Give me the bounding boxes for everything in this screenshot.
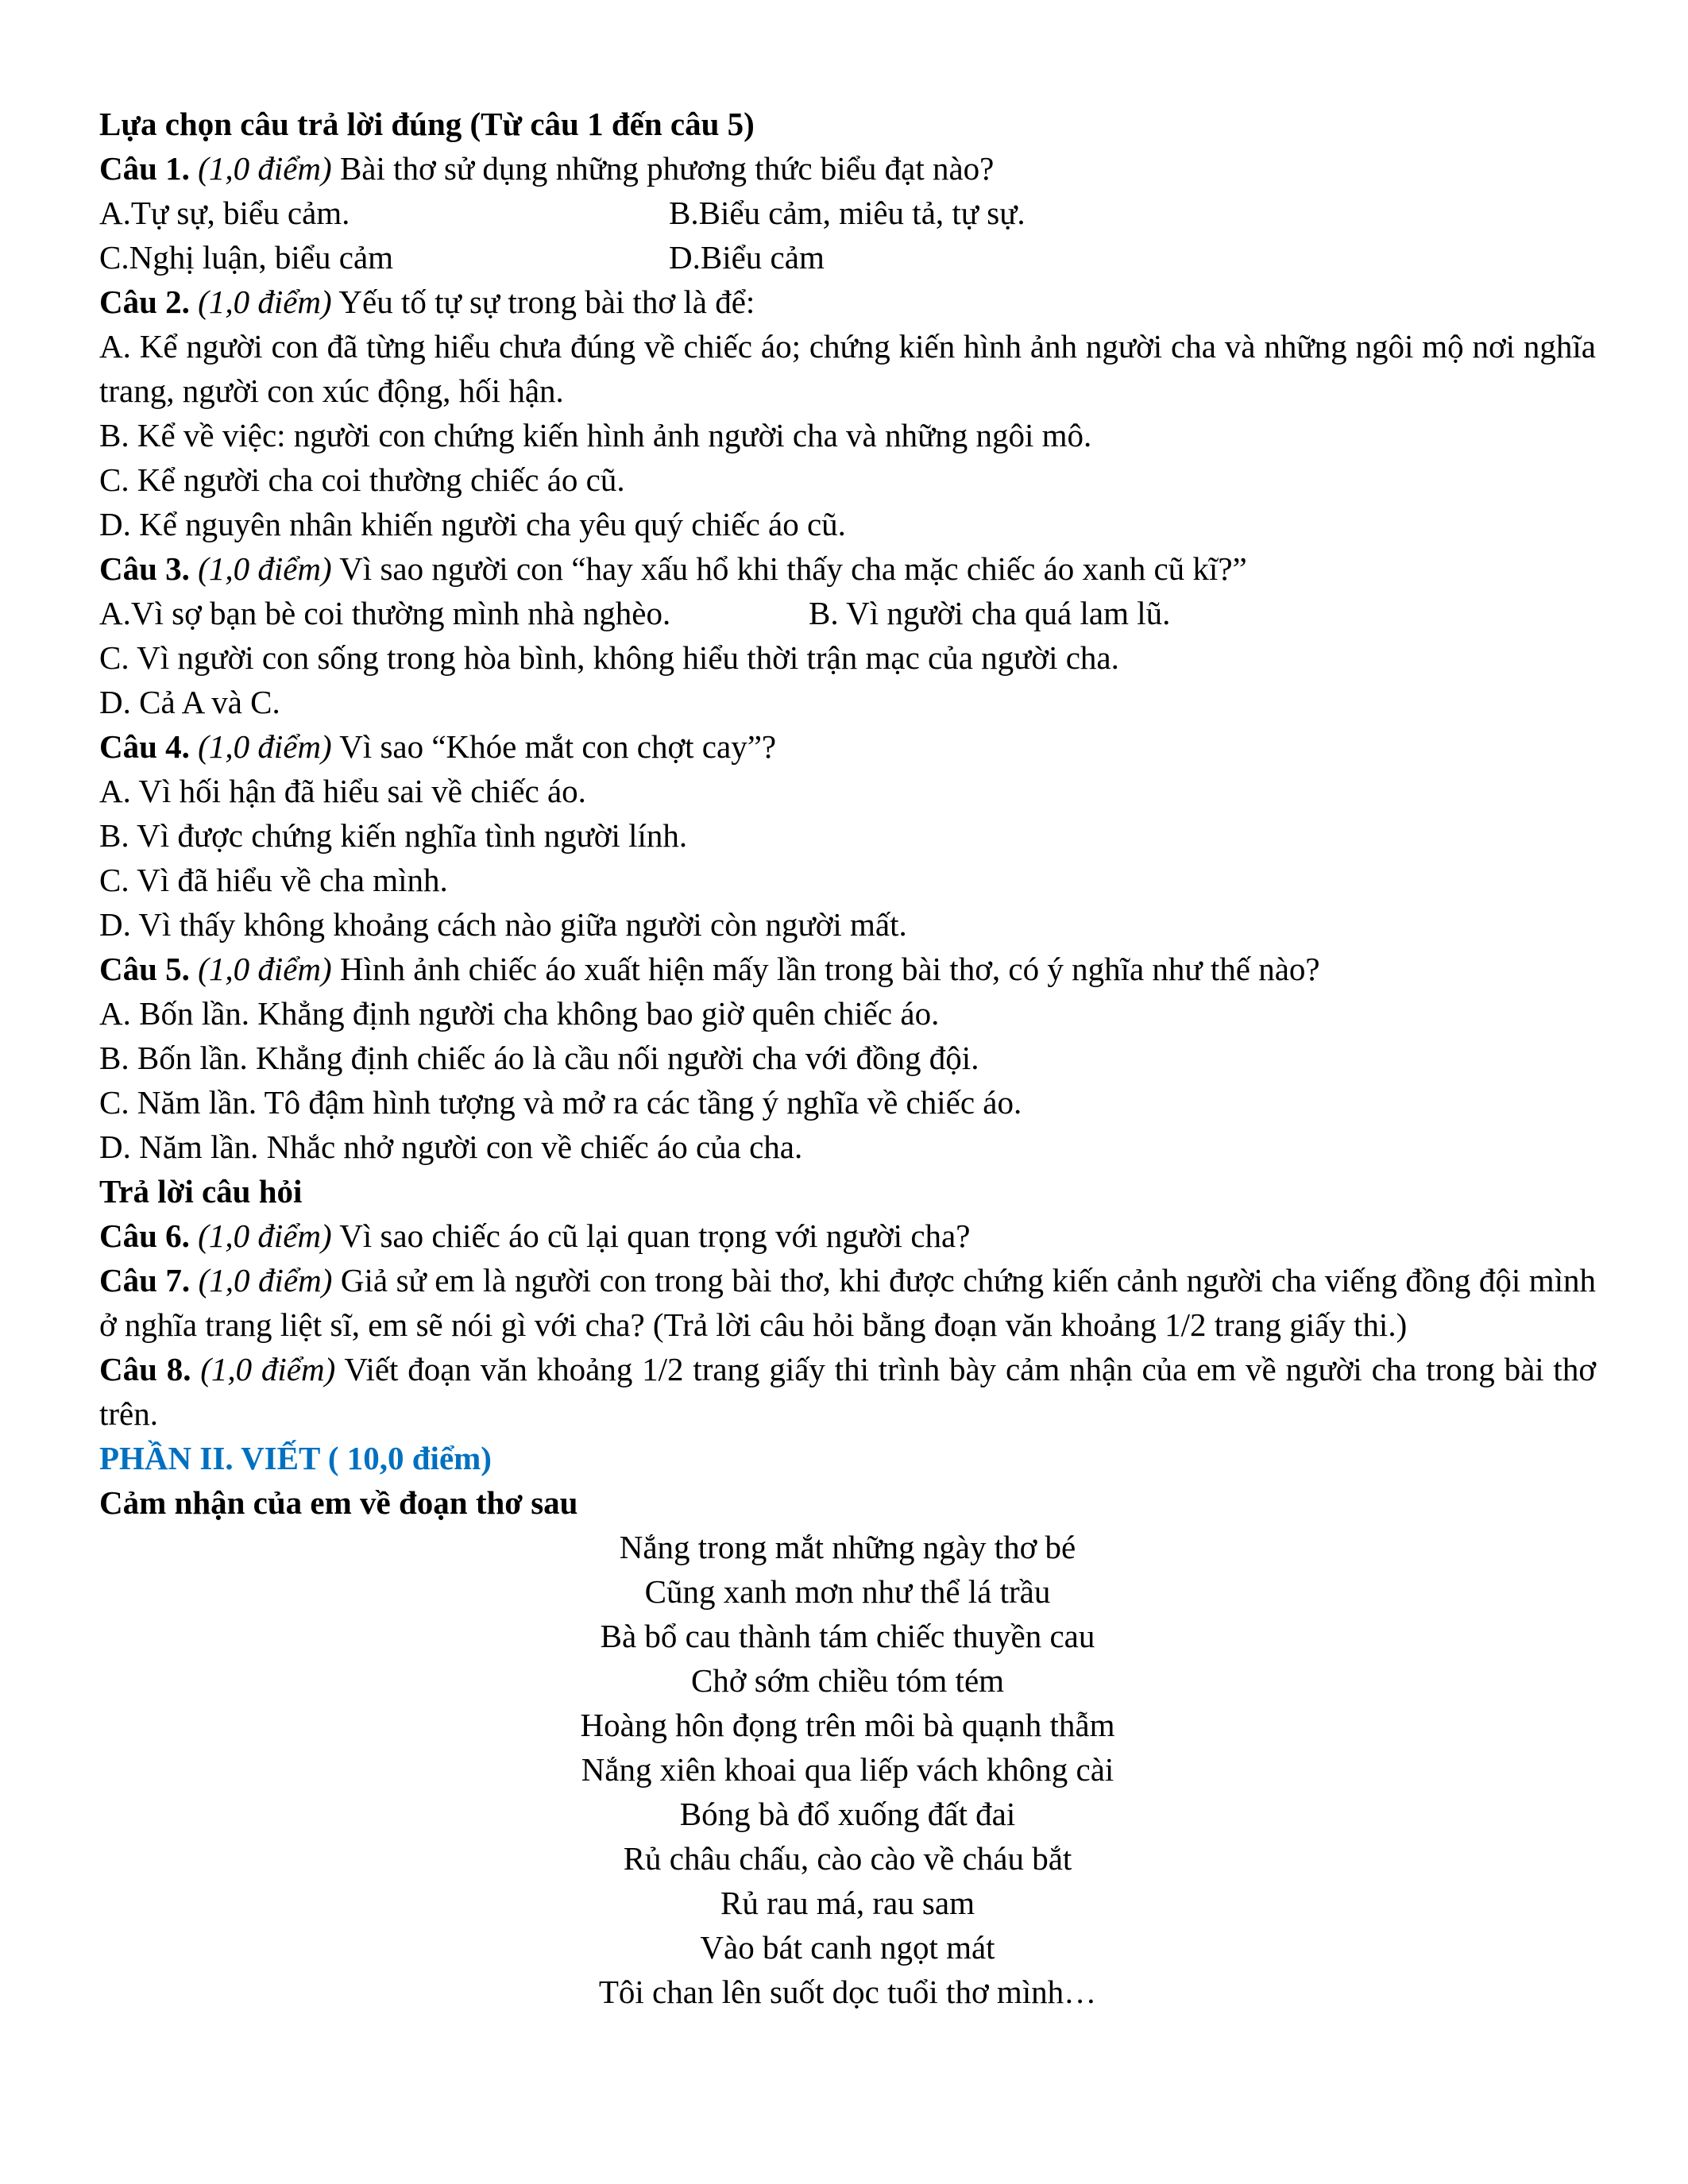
question-2-option-a: A. Kể người con đã từng hiểu chưa đúng về chiếc áo; chứng kiến hình ảnh người cha và những ngôi mộ nơi nghĩa trang, người con xúc động, hối hận. bbox=[99, 328, 1596, 409]
question-2-option-d: D. Kể nguyên nhân khiến người cha yêu quý chiếc áo cũ. bbox=[99, 506, 846, 542]
question-3-points: (1,0 điểm) bbox=[198, 550, 332, 587]
poem-line: Hoàng hôn đọng trên môi bà quạnh thẫm bbox=[580, 1707, 1115, 1743]
poem-line: Rủ rau má, rau sam bbox=[720, 1885, 975, 1921]
poem-line: Rủ châu chấu, cào cào về cháu bắt bbox=[623, 1840, 1072, 1877]
question-4-points: (1,0 điểm) bbox=[198, 728, 332, 765]
question-3-options-row-1 bbox=[99, 591, 1596, 635]
question-3 bbox=[99, 546, 1596, 591]
question-1-option-d: D.Biểu cảm bbox=[669, 239, 825, 276]
question-3-option-c: C. Vì người con sống trong hòa bình, không hiểu thời trận mạc của người cha. bbox=[99, 639, 1119, 676]
question-1-option-a: A.Tự sự, biểu cảm. bbox=[99, 195, 350, 231]
question-8-text: Viết đoạn văn khoảng 1/2 trang giấy thi trình bày cảm nhận của em về người cha trong bài thơ trên. bbox=[99, 1351, 1597, 1432]
question-2 bbox=[99, 280, 1596, 324]
question-7 bbox=[99, 1258, 1596, 1347]
part-2-heading: PHẦN II. VIẾT ( 10,0 điểm) bbox=[99, 1440, 492, 1476]
question-6-label: Câu 6. bbox=[99, 1217, 190, 1254]
poem-line: Bà bổ cau thành tám chiếc thuyền cau bbox=[600, 1618, 1095, 1654]
question-1-options-row-2 bbox=[99, 235, 1596, 280]
question-3-text: Vì sao người con “hay xấu hổ khi thấy cha mặc chiếc áo xanh cũ kĩ?” bbox=[331, 550, 1247, 587]
question-6-points: (1,0 điểm) bbox=[198, 1217, 332, 1254]
question-6 bbox=[99, 1214, 1596, 1258]
question-2-label: Câu 2. bbox=[99, 284, 190, 320]
question-4-option-c: C. Vì đã hiểu về cha mình. bbox=[99, 862, 448, 898]
question-4-option-a: A. Vì hối hận đã hiểu sai về chiếc áo. bbox=[99, 773, 586, 809]
question-1-label: Câu 1. bbox=[99, 150, 190, 187]
poem-line: Bóng bà đổ xuống đất đai bbox=[679, 1796, 1016, 1832]
poem-line: Tôi chan lên suốt dọc tuổi thơ mình… bbox=[598, 1974, 1097, 2010]
question-3-option-b: B. Vì người cha quá lam lũ. bbox=[809, 595, 1171, 631]
question-4-option-d: D. Vì thấy không khoảng cách nào giữa người còn người mất. bbox=[99, 906, 907, 943]
question-2-text: Yếu tố tự sự trong bài thơ là để: bbox=[331, 284, 755, 320]
question-4 bbox=[99, 724, 1596, 769]
poem-line: Nắng xiên khoai qua liếp vách không cài bbox=[581, 1751, 1114, 1788]
poem-line: Cũng xanh mơn như thể lá trầu bbox=[644, 1573, 1051, 1610]
question-2-option-c: C. Kể người cha coi thường chiếc áo cũ. bbox=[99, 461, 625, 498]
question-1 bbox=[99, 146, 1596, 191]
question-8-points: (1,0 điểm) bbox=[200, 1351, 336, 1387]
question-1-text: Bài thơ sử dụng những phương thức biểu đạt nào? bbox=[331, 150, 995, 187]
question-7-text: Giả sử em là người con trong bài thơ, khi được chứng kiến cảnh người cha viếng đồng đội mình ở nghĩa trang liệt sĩ, em sẽ nói gì với cha? (Trả lời câu hỏi bằng đoạn văn khoảng 1/2 trang giấy thi.) bbox=[99, 1262, 1596, 1343]
question-5-option-a: A. Bốn lần. Khẳng định người cha không bao giờ quên chiếc áo. bbox=[99, 995, 940, 1032]
question-5-points: (1,0 điểm) bbox=[198, 951, 332, 987]
poem bbox=[99, 1525, 1596, 2014]
question-5-label: Câu 5. bbox=[99, 951, 190, 987]
question-3-option-a: A.Vì sợ bạn bè coi thường mình nhà nghèo. bbox=[99, 595, 671, 631]
question-5-option-b: B. Bốn lần. Khẳng định chiếc áo là cầu nối người cha với đồng đội. bbox=[99, 1040, 979, 1076]
question-3-option-d: D. Cả A và C. bbox=[99, 684, 280, 720]
question-5-text: Hình ảnh chiếc áo xuất hiện mấy lần trong bài thơ, có ý nghĩa như thế nào? bbox=[331, 951, 1320, 987]
question-3-label: Câu 3. bbox=[99, 550, 190, 587]
question-7-points: (1,0 điểm) bbox=[198, 1262, 333, 1298]
question-4-label: Câu 4. bbox=[99, 728, 190, 765]
question-4-text: Vì sao “Khóe mắt con chợt cay”? bbox=[331, 728, 777, 765]
question-6-text: Vì sao chiếc áo cũ lại quan trọng với người cha? bbox=[331, 1217, 971, 1254]
poem-line: Vào bát canh ngọt mát bbox=[700, 1929, 995, 1966]
section-heading: Lựa chọn câu trả lời đúng (Từ câu 1 đến câu 5) bbox=[99, 106, 755, 142]
question-1-option-c: C.Nghị luận, biểu cảm bbox=[99, 239, 394, 276]
question-7-label: Câu 7. bbox=[99, 1262, 191, 1298]
question-1-options-row-1 bbox=[99, 191, 1596, 235]
question-4-option-b: B. Vì được chứng kiến nghĩa tình người lính. bbox=[99, 817, 688, 854]
question-5 bbox=[99, 947, 1596, 991]
question-1-option-b: B.Biểu cảm, miêu tả, tự sự. bbox=[669, 195, 1026, 231]
question-8 bbox=[99, 1347, 1596, 1436]
question-1-points: (1,0 điểm) bbox=[198, 150, 332, 187]
answer-heading: Trả lời câu hỏi bbox=[99, 1173, 303, 1210]
question-5-option-c: C. Năm lần. Tô đậm hình tượng và mở ra các tầng ý nghĩa về chiếc áo. bbox=[99, 1084, 1022, 1121]
question-5-option-d: D. Năm lần. Nhắc nhở người con về chiếc áo của cha. bbox=[99, 1129, 803, 1165]
question-8-label: Câu 8. bbox=[99, 1351, 191, 1387]
question-2-option-b: B. Kể về việc: người con chứng kiến hình ảnh người cha và những ngôi mô. bbox=[99, 417, 1092, 453]
part-2-prompt: Cảm nhận của em về đoạn thơ sau bbox=[99, 1484, 578, 1521]
poem-line: Chở sớm chiều tóm tém bbox=[690, 1662, 1005, 1699]
question-2-points: (1,0 điểm) bbox=[198, 284, 332, 320]
poem-line: Nắng trong mắt những ngày thơ bé bbox=[619, 1529, 1076, 1565]
